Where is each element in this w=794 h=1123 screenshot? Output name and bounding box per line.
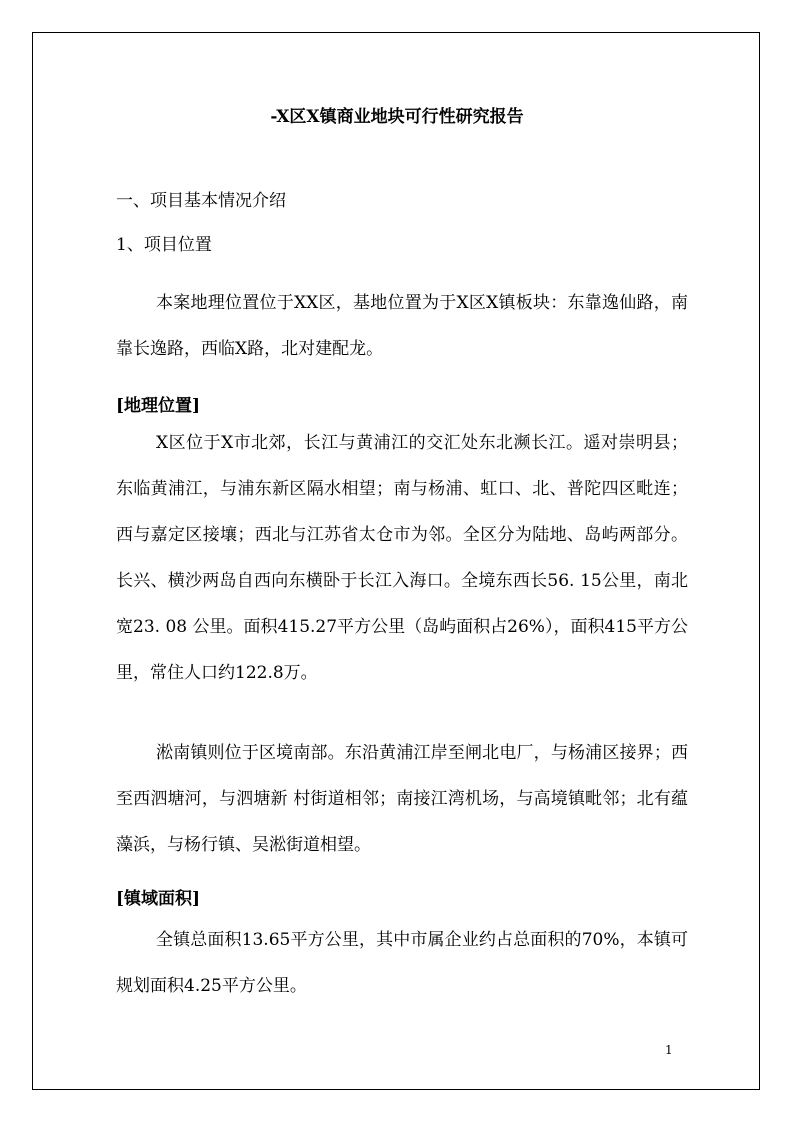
location-paragraph: 本案地理位置位于XX区，基地位置为于X区X镇板块：东靠逸仙路，南靠长逸路，西临X路，北对建配龙。 [116,293,688,359]
geo-location-label: [地理位置] [116,396,201,416]
town-area-paragraph: 全镇总面积13.65平方公里，其中市属企业约占总面积的70%，本镇可规划面积4.25平方公里。 [116,930,688,996]
town-paragraph: 淞南镇则位于区境南部。东沿黄浦江岸至闸北电厂，与杨浦区接界；西至西泗塘河，与泗塘新 村街道相邻；南接江湾机场，与高境镇毗邻；北有蕴藻浜，与杨行镇、吴淞街道相望。 [116,743,688,855]
document-title: -X区X镇商业地块可行性研究报告 [270,107,524,127]
section-heading: 一、项目基本情况介绍 [116,191,286,211]
page-number: 1 [665,1043,673,1057]
geo-location-paragraph: X区位于X市北郊，长江与黄浦江的交汇处东北濒长江。遥对崇明县；东临黄浦江，与浦东新区隔水相望；南与杨浦、虹口、北、普陀四区毗连；西与嘉定区接壤；西北与江苏省太仓市为邻。全区分为陆地、岛屿两部分。长兴、横沙两岛自西向东横卧于长江入海口。全境东西长56. 15公里，南北宽23. 08 公里。面积415.27平方公里（岛屿面积占26%），面积415平方公里，常住人口约122.8万。 [116,433,688,683]
town-area-label: [镇域面积] [116,889,201,909]
subsection-heading: 1、项目位置 [116,235,212,255]
